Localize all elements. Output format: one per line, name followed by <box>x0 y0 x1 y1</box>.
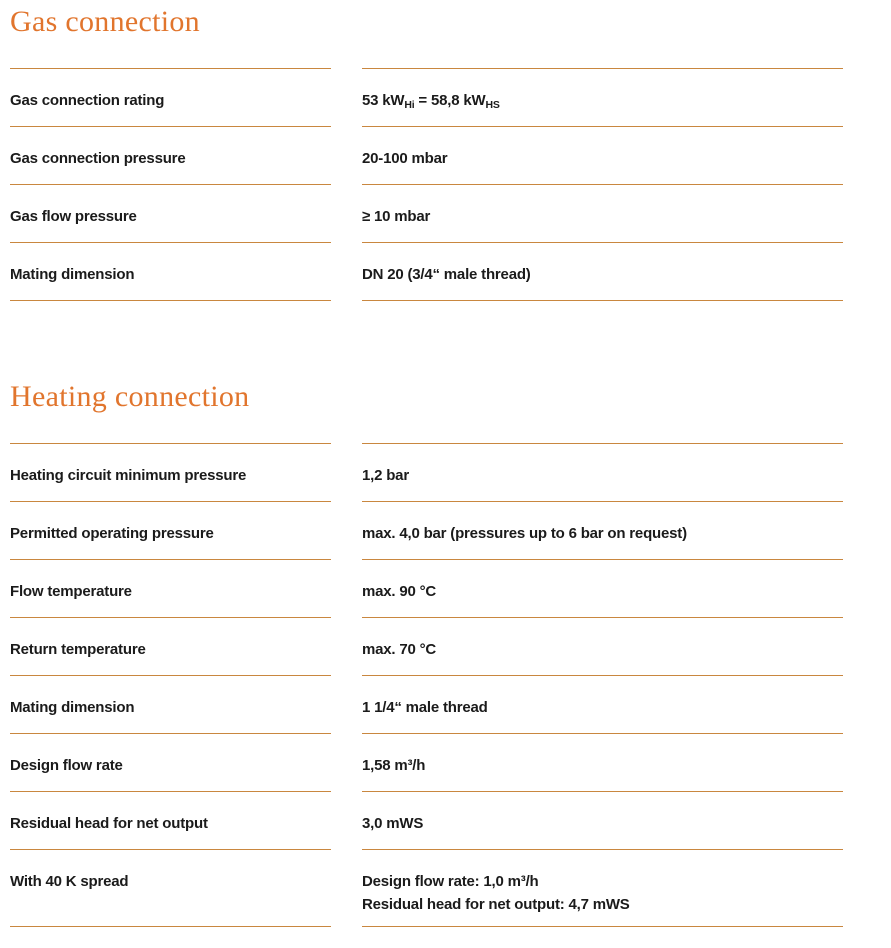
spec-row <box>10 559 843 617</box>
spec-row <box>10 184 843 242</box>
spec-label: Design flow rate <box>10 733 331 791</box>
spec-value <box>362 559 843 617</box>
spec-label: Heating circuit minimum pressure <box>10 443 331 501</box>
spec-row <box>10 791 843 849</box>
spec-row <box>10 68 843 126</box>
spec-row <box>10 617 843 675</box>
spec-label: Residual head for net output <box>10 791 331 849</box>
section-gas-connection <box>10 5 843 300</box>
spec-value-line: Residual head for net output: 4,7 mWS <box>362 896 630 913</box>
spec-value <box>362 617 843 675</box>
spec-label: With 40 K spread <box>10 849 331 926</box>
spec-value-line: 3,0 mWS <box>362 815 424 832</box>
spec-value-line: 1,2 bar <box>362 467 409 484</box>
spec-value-line: max. 70 °C <box>362 641 437 658</box>
spec-value <box>362 68 843 126</box>
spec-value-line: max. 4,0 bar (pressures up to 6 bar on request) <box>362 525 687 542</box>
table-bottom-rule-left <box>10 926 331 927</box>
spec-row <box>10 443 843 501</box>
spec-table-gas-connection <box>10 68 843 300</box>
spec-row <box>10 675 843 733</box>
spec-label: Return temperature <box>10 617 331 675</box>
spec-value <box>362 733 843 791</box>
spec-row <box>10 242 843 300</box>
spec-label: Mating dimension <box>10 242 331 300</box>
spec-value <box>362 242 843 300</box>
section-heating-connection <box>10 380 843 926</box>
spec-value <box>362 675 843 733</box>
spec-value <box>362 849 843 926</box>
spec-value-line: max. 90 °C <box>362 583 437 600</box>
spec-label: Flow temperature <box>10 559 331 617</box>
spec-row <box>10 733 843 791</box>
spec-label: Gas connection rating <box>10 68 331 126</box>
spec-value-line: DN 20 (3/4“ male thread) <box>362 266 531 283</box>
spec-value <box>362 443 843 501</box>
section-title-gas-connection: Gas connection <box>10 5 200 38</box>
table-bottom-rule-left <box>10 300 331 301</box>
spec-label: Gas flow pressure <box>10 184 331 242</box>
spec-value-line: 53 $kW_{Hi} = 58,8$ $kW_{HS}$ <box>362 92 500 111</box>
spec-table-heating-connection <box>10 443 843 926</box>
spec-value-line: 20-100 mbar <box>362 150 448 167</box>
spec-value <box>362 791 843 849</box>
spec-label: Permitted operating pressure <box>10 501 331 559</box>
spec-label: Mating dimension <box>10 675 331 733</box>
spec-value-line: Design flow rate: 1,0 m³/h <box>362 873 539 890</box>
spec-value <box>362 126 843 184</box>
spec-value-line: 1 1/4“ male thread <box>362 699 488 716</box>
spec-row <box>10 849 843 926</box>
spec-value <box>362 184 843 242</box>
spec-value-line: 1,58 m³/h <box>362 757 426 774</box>
spec-row <box>10 126 843 184</box>
spec-label: Gas connection pressure <box>10 126 331 184</box>
table-bottom-rule-right <box>362 300 843 301</box>
spec-row <box>10 501 843 559</box>
spec-value-line: ≥ 10 mbar <box>362 208 431 225</box>
table-bottom-rule-right <box>362 926 843 927</box>
spec-value <box>362 501 843 559</box>
section-title-heating-connection: Heating connection <box>10 380 250 413</box>
